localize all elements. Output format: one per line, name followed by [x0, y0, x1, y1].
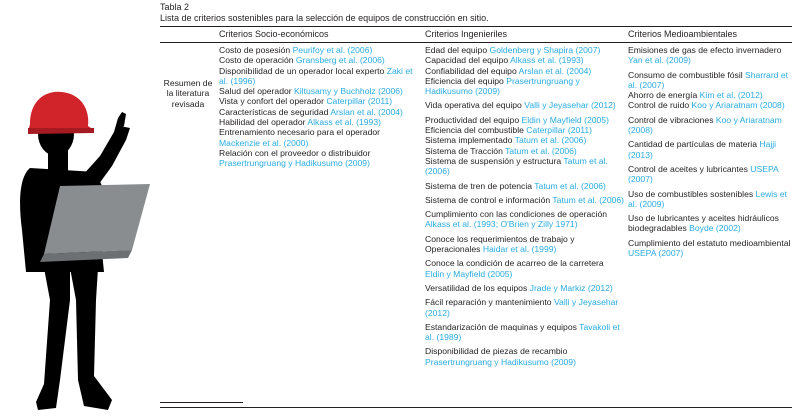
citation-link[interactable]: Kim et al. (2012): [699, 90, 763, 101]
criterion-item: [628, 45, 792, 66]
criterion-text: Costo de operación: [219, 55, 294, 66]
criterion-text: Control de vibraciones: [628, 114, 714, 125]
citation-link[interactable]: Arslan et al. (2004): [518, 65, 592, 76]
criterion-item: [219, 55, 421, 65]
citation-link[interactable]: Gransberg et al. (2006): [295, 55, 385, 66]
citation-link[interactable]: USEPA (2007): [628, 248, 684, 259]
citation-link[interactable]: Yan et al. (2009): [628, 55, 691, 66]
criterion-text: Vista y confort del operador: [219, 96, 324, 107]
legs-shape: [36, 268, 112, 410]
citation-link[interactable]: Hajji (2013): [628, 139, 777, 160]
table-title: Lista de criterios sostenibles para la selección de equipos de construcción en sitio.: [160, 13, 489, 23]
citation-link[interactable]: Zaki et al. (1996): [219, 65, 413, 86]
table-number: Tabla 2: [160, 2, 190, 12]
criterion-item: [425, 234, 625, 255]
raised-arm-shape: [82, 126, 130, 188]
criterion-item: [425, 76, 625, 97]
citation-link[interactable]: Goldenberg y Shapira (2007): [489, 45, 601, 55]
citation-link[interactable]: Valli y Jeyasehar (2012): [524, 100, 616, 111]
header-engineering: Criterios Ingenieriles: [425, 29, 508, 39]
citation-link[interactable]: USEPA (2007): [628, 163, 779, 185]
criterion-item: [628, 213, 792, 234]
citation-link[interactable]: Boyde (2002): [689, 223, 741, 234]
criterion-text: Sistema de control e información: [425, 194, 551, 205]
criterion-item: [628, 115, 792, 136]
table-caption: [160, 2, 489, 24]
criterion-item: [219, 117, 421, 127]
criterion-item: [425, 135, 625, 145]
criterion-item: [628, 189, 792, 210]
citation-link[interactable]: Prasertrungruang y Hadikusumo (2009): [425, 356, 576, 367]
criterion-text: Uso de lubricantes y aceites hidráulicos biodegradables: [628, 213, 779, 234]
criterion-text: Eficiencia del combustible: [425, 125, 524, 136]
criterion-text: Capacidad del equipo: [425, 55, 509, 66]
criterion-text: Cantidad de partículas de materia: [628, 139, 757, 150]
criterion-item: [425, 181, 625, 191]
citation-link[interactable]: Caterpillar (2011): [526, 125, 593, 136]
criterion-text: Cumplimiento con las condiciones de operación: [425, 209, 608, 220]
hard-hat-icon: [28, 92, 94, 132]
laptop-screen-shape: [44, 184, 150, 254]
citation-link[interactable]: Eldin y Mayfield (2005): [425, 268, 513, 279]
criterion-item: [425, 209, 625, 230]
row-label: Resumen de la literatura revisada: [163, 78, 213, 109]
citation-link[interactable]: Lewis et al. (2009): [628, 188, 788, 209]
criterion-item: [425, 283, 625, 293]
criterion-item: [425, 45, 625, 55]
criterion-text: Emisiones de gas de efecto invernadero: [628, 45, 782, 55]
criterion-item: [628, 139, 792, 160]
criterion-text: Fácil reparación y mantenimiento: [425, 297, 552, 308]
citation-link[interactable]: Tatum et al. (2006): [534, 180, 606, 191]
criterion-item: [219, 96, 421, 106]
citation-link[interactable]: Tatum et al. (2006): [514, 135, 587, 146]
citation-link[interactable]: Eldin y Mayfield (2005): [521, 114, 609, 125]
table-top-rule: [160, 26, 792, 27]
column-engineering: [425, 45, 625, 367]
criterion-text: Productividad del equipo: [425, 114, 520, 125]
criterion-text: Conoce los requerimientos de trabajo y Operacionales: [425, 233, 575, 255]
citation-link[interactable]: Haidar et al. (1999): [482, 244, 557, 255]
criterion-item: [425, 195, 625, 205]
citation-link[interactable]: Peurifoy et al. (2006): [292, 45, 373, 55]
header-bottom-rule: [160, 42, 792, 43]
criterion-text: Disponibilidad de piezas de recambio: [425, 346, 568, 357]
criterion-item: [425, 146, 625, 156]
engineer-silhouette-illustration: [0, 0, 165, 416]
citation-link[interactable]: Alkass et al. (1993; O'Brien y Zilly 1971): [425, 219, 578, 230]
criterion-item: [425, 100, 625, 110]
citation-link[interactable]: Arslan et al. (2004): [330, 106, 403, 117]
citation-link[interactable]: Tatum et al. (2006): [425, 155, 608, 177]
criterion-text: Sistema de Tracción: [425, 145, 503, 156]
criterion-text: Conoce la condición de acarreo de la carretera: [425, 258, 604, 269]
criterion-text: Uso de combustibles sostenibles: [628, 188, 754, 199]
criterion-text: Confiabilidad del equipo: [425, 65, 517, 76]
criterion-text: Eficiencia del equipo: [425, 75, 504, 86]
criterion-item: [425, 297, 625, 318]
criterion-text: Cumplimiento del estatuto medioambiental: [628, 237, 791, 248]
citation-link[interactable]: Mackenzie et al. (2000): [219, 137, 309, 148]
criterion-text: Salud del operador: [219, 86, 292, 97]
citation-link[interactable]: Tavakoli et al. (1989): [425, 321, 620, 343]
citation-link[interactable]: Prasertrungruang y Hadikusumo (2009): [219, 158, 370, 169]
criterion-text: Características de seguridad: [219, 106, 329, 117]
criterion-text: Control de ruido: [628, 100, 690, 111]
criterion-item: [425, 156, 625, 177]
criterion-item: [219, 148, 421, 169]
criterion-text: Entrenamiento necesario para el operador: [219, 127, 380, 138]
criterion-text: Ahorro de energía: [628, 90, 698, 101]
criterion-item: [425, 115, 625, 125]
citation-link[interactable]: Tatum et al. (2006): [505, 145, 577, 156]
criterion-item: [219, 86, 421, 96]
criterion-item: [425, 258, 625, 279]
citation-link[interactable]: Prasertrungruang y Hadikusumo (2009): [425, 75, 580, 97]
header-socioeconomic: Criterios Socio-económicos: [219, 29, 329, 39]
citation-link[interactable]: Caterpillar (2011): [326, 96, 393, 107]
criterion-item: [628, 238, 792, 259]
criterion-item: [219, 45, 421, 55]
criterion-item: [219, 66, 421, 87]
criterion-text: Costo de posesión: [219, 45, 291, 55]
criterion-item: [628, 70, 792, 91]
citation-link[interactable]: Sharrard et al. (2007): [628, 69, 789, 90]
citation-link[interactable]: Koo y Ariaratnam (2008): [691, 100, 785, 111]
criterion-text: Sistema de tren de potencia: [425, 180, 533, 191]
criterion-text: Control de aceites y lubricantes: [628, 163, 748, 174]
column-socioeconomic: [219, 45, 421, 169]
criterion-text: Versatilidad de los equipos: [425, 282, 528, 293]
criterion-item: [425, 125, 625, 135]
criterion-item: [628, 90, 792, 100]
criterion-item: [219, 127, 421, 148]
criterion-text: Consumo de combustible fósil: [628, 69, 743, 80]
criterion-text: Sistema de suspensión y estructura: [425, 155, 562, 166]
criterion-text: Disponibilidad de un operador local experto: [219, 65, 385, 76]
hard-hat-shade: [28, 128, 94, 134]
table-bottom-rule: [160, 407, 792, 408]
citation-link[interactable]: Alkass et al. (1993): [510, 55, 584, 66]
criterion-item: [628, 100, 792, 110]
citation-link[interactable]: Kiltusamy y Buchholz (2006): [294, 86, 403, 97]
citation-link[interactable]: Valli y Jeyasehar (2012): [425, 297, 619, 318]
criterion-item: [425, 346, 625, 367]
column-environmental: [628, 45, 792, 258]
criterion-item: [219, 107, 421, 117]
citation-link[interactable]: Tatum et al. (2006): [552, 194, 625, 205]
citation-link[interactable]: Alkass et al. (1993): [307, 117, 381, 128]
criterion-text: Sistema implementado: [425, 135, 513, 146]
criterion-item: [425, 322, 625, 343]
criterion-text: Habilidad del operador: [219, 117, 306, 128]
criterion-text: Relación con el proveedor o distribuidor: [219, 147, 371, 158]
citation-link[interactable]: Koo y Ariaratnam (2008): [628, 114, 782, 136]
footnote-rule: [160, 402, 243, 403]
citation-link[interactable]: Jrade y Markiz (2012): [529, 282, 613, 293]
criterion-item: [628, 164, 792, 185]
header-environmental: Criterios Medioambientales: [628, 29, 738, 39]
criterion-text: Vida operativa del equipo: [425, 100, 522, 111]
criterion-text: Edad del equipo: [425, 45, 488, 55]
criterion-item: [425, 55, 625, 65]
criterion-text: Estandarización de maquinas y equipos: [425, 321, 577, 332]
criterion-item: [425, 66, 625, 76]
